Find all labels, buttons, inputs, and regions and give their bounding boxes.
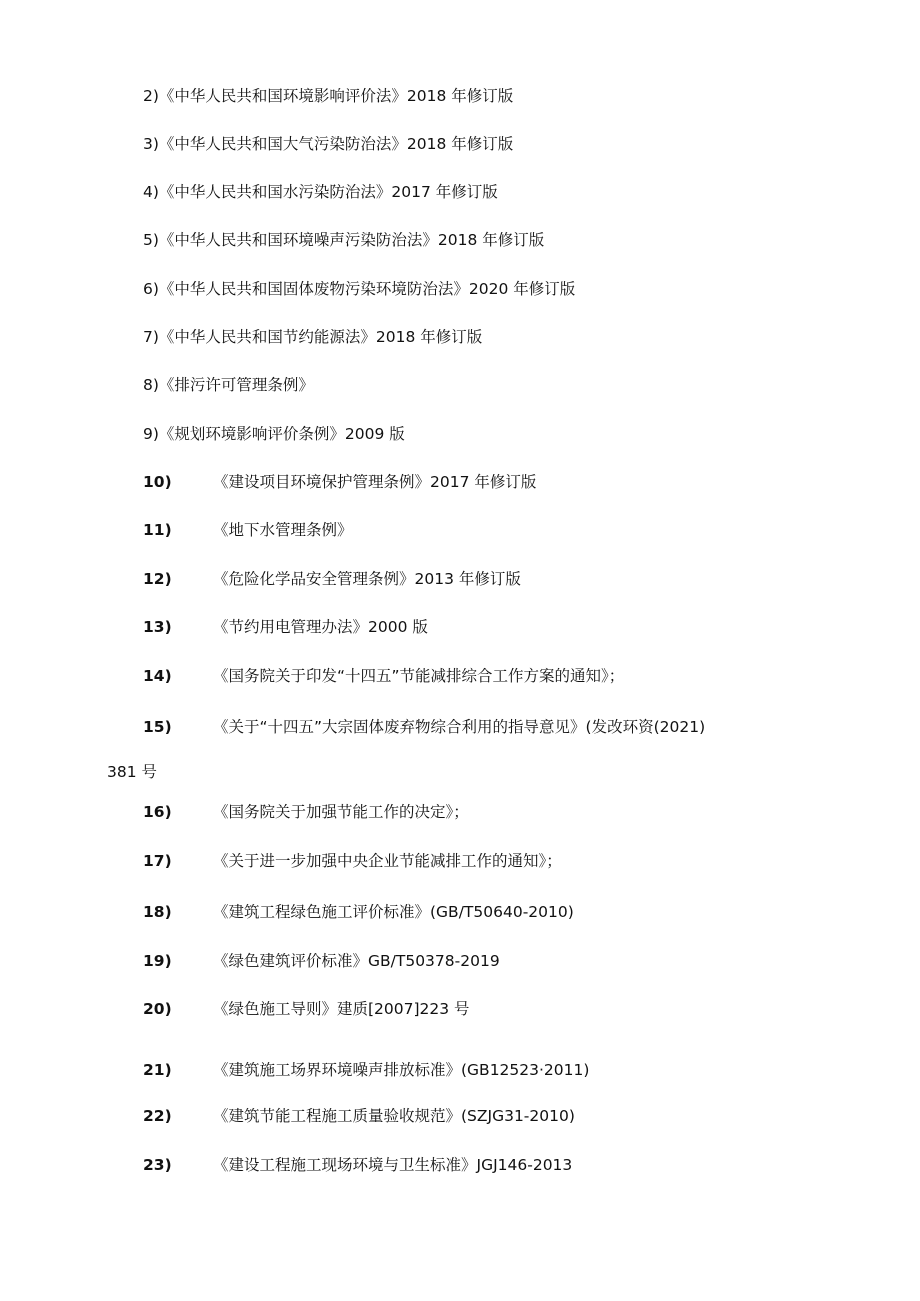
list-item-number: 20)	[143, 1000, 172, 1018]
list-item-number: 11)	[143, 521, 172, 539]
list-item-number: 10)	[143, 473, 172, 491]
list-item-number: 19)	[143, 952, 172, 970]
list-item-text: 《危险化学品安全管理条例》2013 年修订版	[213, 570, 521, 588]
list-item-number: 14)	[143, 667, 172, 685]
list-item-text: 《国务院关于加强节能工作的决定》；	[213, 803, 469, 821]
list-item: 7)《中华人民共和国节约能源法》2018 年修订版	[143, 328, 483, 346]
list-item-text: 《节约用电管理办法》2000 版	[213, 618, 428, 636]
list-item-text: 《国务院关于印发“十四五”节能减排综合工作方案的通知》；	[213, 667, 625, 685]
list-item: 4)《中华人民共和国水污染防治法》2017 年修订版	[143, 183, 498, 201]
list-item: 9)《规划环境影响评价条例》2009 版	[143, 425, 405, 443]
list-item: 2)《中华人民共和国环境影响评价法》2018 年修订版	[143, 87, 514, 105]
list-item-text: 《关于“十四五”大宗固体废弃物综合利用的指导意见》(发改环资(2021)	[213, 718, 706, 736]
list-item-number: 12)	[143, 570, 172, 588]
list-item: 5)《中华人民共和国环境噪声污染防治法》2018 年修订版	[143, 231, 545, 249]
list-item-text: 《建筑施工场界环境噪声排放标准》(GB12523·2011)	[213, 1061, 590, 1079]
list-item-text: 《建筑节能工程施工质量验收规范》(SZJG31-2010)	[213, 1107, 575, 1125]
list-item-number: 23)	[143, 1156, 172, 1174]
list-item-number: 21)	[143, 1061, 172, 1079]
list-item-text: 《地下水管理条例》	[213, 521, 353, 539]
list-item: 3)《中华人民共和国大气污染防治法》2018 年修订版	[143, 135, 514, 153]
list-item-number: 17)	[143, 852, 172, 870]
list-item-text: 《建设项目环境保护管理条例》2017 年修订版	[213, 473, 537, 491]
list-item-continuation: 381 号	[107, 763, 158, 781]
list-item-text: 《关于进一步加强中央企业节能减排工作的通知》；	[213, 852, 562, 870]
list-item: 8)《排污许可管理条例》	[143, 376, 314, 394]
list-item-number: 18)	[143, 903, 172, 921]
list-item-text: 《建筑工程绿色施工评价标准》(GB/T50640-2010)	[213, 903, 574, 921]
list-item-text: 《绿色施工导则》建质[2007]223 号	[213, 1000, 470, 1018]
list-item-number: 16)	[143, 803, 172, 821]
list-item-number: 22)	[143, 1107, 172, 1125]
list-item-text: 《建设工程施工现场环境与卫生标准》JGJ146-2013	[213, 1156, 573, 1174]
list-item-text: 《绿色建筑评价标准》GB/T50378-2019	[213, 952, 500, 970]
list-item: 6)《中华人民共和国固体废物污染环境防治法》2020 年修订版	[143, 280, 576, 298]
list-item-number: 15)	[143, 718, 172, 736]
list-item-number: 13)	[143, 618, 172, 636]
